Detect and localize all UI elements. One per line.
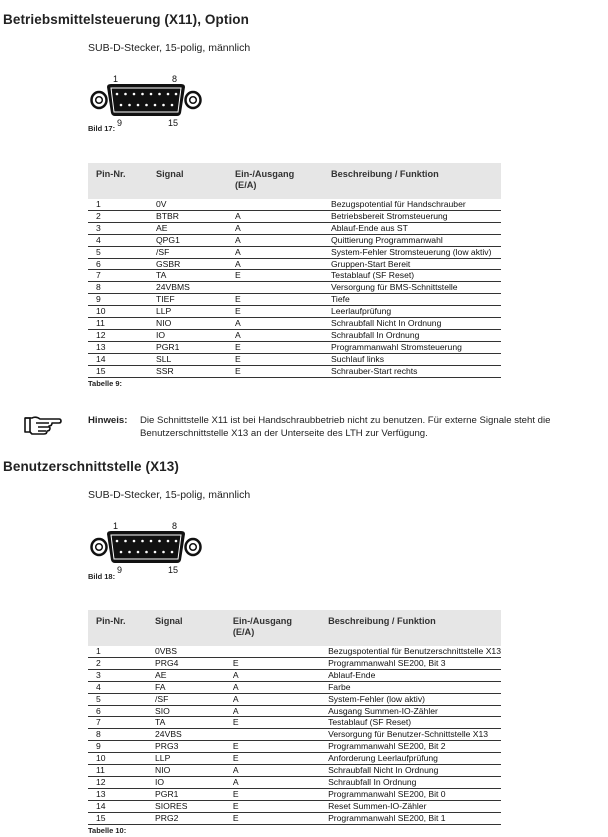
cell-io	[225, 729, 320, 741]
cell-io: E	[225, 788, 320, 800]
pin-label-top-right: 8	[172, 521, 178, 531]
cell-pin: 8	[88, 729, 147, 741]
cell-description: Ausgang Summen-IO-Zähler	[320, 705, 501, 717]
table-row	[88, 741, 501, 753]
cell-io: A	[227, 234, 323, 246]
table-row	[88, 258, 501, 270]
table-row	[88, 705, 501, 717]
cell-description: Gruppen-Start Bereit	[323, 258, 501, 270]
table-row	[88, 306, 501, 318]
cell-description: Ablauf-Ende	[320, 669, 501, 681]
header-signal: Signal	[148, 163, 227, 199]
cell-signal: QPG1	[148, 234, 227, 246]
table-row	[88, 353, 501, 365]
cell-pin: 14	[88, 800, 147, 812]
cell-signal: SIORES	[147, 800, 225, 812]
section-title-x13: Benutzerschnittstelle (X13)	[3, 459, 179, 474]
table-row	[88, 270, 501, 282]
header-io-line1: Ein-/Ausgang	[235, 169, 295, 179]
cell-io: A	[225, 681, 320, 693]
cell-pin: 7	[88, 717, 147, 729]
pin-label-bottom-right: 15	[168, 565, 179, 575]
cell-pin: 13	[88, 788, 147, 800]
cell-description: Programmanwahl SE200, Bit 0	[320, 788, 501, 800]
cell-io: A	[227, 210, 323, 222]
cell-signal: NIO	[147, 765, 225, 777]
table-row	[88, 729, 501, 741]
cell-signal: TA	[147, 717, 225, 729]
cell-description: Anforderung Leerlaufprüfung	[320, 753, 501, 765]
cell-signal: SSR	[148, 365, 227, 377]
cell-signal: PRG3	[147, 741, 225, 753]
cell-pin: 9	[88, 741, 147, 753]
cell-description: Leerlaufprüfung	[323, 306, 501, 318]
figure-caption: Bild 17:	[88, 124, 116, 133]
header-io-line2: (E/A)	[232, 627, 255, 637]
cell-signal: SIO	[147, 705, 225, 717]
cell-signal: LLP	[147, 753, 225, 765]
connector-shell-icon	[92, 84, 201, 116]
table-row	[88, 294, 501, 306]
cell-description: Farbe	[320, 681, 501, 693]
cell-signal: IO	[148, 329, 227, 341]
table-row	[88, 800, 501, 812]
table-row	[88, 669, 501, 681]
cell-signal: PGR1	[147, 788, 225, 800]
cell-description: Schrauber-Start rechts	[323, 365, 501, 377]
cell-pin: 9	[88, 294, 148, 306]
cell-signal: TIEF	[148, 294, 227, 306]
cell-signal: 0V	[156, 199, 167, 209]
cell-signal: /SF	[147, 693, 225, 705]
pin-label-top-left: 1	[113, 521, 119, 531]
table-row	[88, 199, 501, 210]
cell-io: E	[225, 812, 320, 824]
cell-signal: PRG4	[147, 657, 225, 669]
cell-signal: AE	[148, 222, 227, 234]
cell-description: Programmanwahl SE200, Bit 3	[320, 657, 501, 669]
cell-description: Schraubfall Nicht In Ordnung	[323, 318, 501, 330]
cell-pin: 4	[88, 234, 148, 246]
pin-table-x11	[88, 163, 501, 378]
cell-pin: 10	[88, 753, 147, 765]
table-row	[88, 210, 501, 222]
cell-pin: 4	[88, 681, 147, 693]
cell-pin: 12	[88, 776, 147, 788]
table-row	[88, 329, 501, 341]
cell-signal: PGR1	[148, 341, 227, 353]
cell-pin: 5	[88, 246, 148, 258]
cell-pin: 1	[96, 199, 101, 209]
cell-pin: 13	[88, 341, 148, 353]
cell-description: System-Fehler (low aktiv)	[320, 693, 501, 705]
pin-label-bottom-right: 15	[168, 118, 179, 128]
cell-description: Versorgung für Benutzer-Schnittstelle X13	[320, 729, 501, 741]
cell-pin: 14	[88, 353, 148, 365]
figure-caption: Bild 18:	[88, 572, 116, 581]
cell-description: Suchlauf links	[323, 353, 501, 365]
table-row	[88, 318, 501, 330]
cell-io: E	[227, 341, 323, 353]
cell-io: E	[225, 657, 320, 669]
cell-pin: 7	[88, 270, 148, 282]
header-io-line1: Ein-/Ausgang	[232, 616, 293, 626]
pin-label-top-right: 8	[172, 74, 178, 84]
header-description: Beschreibung / Funktion	[323, 163, 501, 199]
table-row	[88, 657, 501, 669]
cell-description: Testablauf (SF Reset)	[320, 717, 501, 729]
header-io	[227, 163, 323, 199]
cell-pin: 6	[88, 258, 148, 270]
table-row	[88, 788, 501, 800]
cell-signal: 24VBMS	[148, 282, 227, 294]
header-pin: Pin-Nr.	[88, 163, 148, 199]
cell-description: Schraubfall In Ordnung	[323, 329, 501, 341]
cell-description: Quittierung Programmanwahl	[323, 234, 501, 246]
cell-description: Bezugspotential für Benutzerschnittstelle X13	[328, 646, 501, 656]
table-row	[88, 341, 501, 353]
header-pin: Pin-Nr.	[88, 610, 147, 646]
cell-description: System-Fehler Stromsteuerung (low aktiv)	[323, 246, 501, 258]
table-row	[88, 776, 501, 788]
pin-table-x13	[88, 610, 501, 825]
table-row	[88, 717, 501, 729]
cell-pin: 3	[88, 222, 148, 234]
sub-d-connector-diagram	[88, 72, 204, 128]
cell-io: A	[227, 222, 323, 234]
table-header-row	[88, 163, 501, 199]
table-caption: Tabelle 10:	[88, 826, 127, 835]
cell-io: E	[225, 741, 320, 753]
cell-io	[227, 282, 323, 294]
cell-pin: 15	[88, 812, 147, 824]
header-io	[225, 610, 320, 646]
cell-description: Programmanwahl Stromsteuerung	[323, 341, 501, 353]
table-row	[88, 646, 501, 657]
cell-pin: 11	[88, 318, 148, 330]
cell-io: A	[225, 705, 320, 717]
cell-signal: SLL	[148, 353, 227, 365]
cell-description: Versorgung für BMS-Schnittstelle	[323, 282, 501, 294]
cell-description: Betriebsbereit Stromsteuerung	[323, 210, 501, 222]
connector-description: SUB-D-Stecker, 15-polig, männlich	[88, 42, 251, 54]
cell-pin: 5	[88, 693, 147, 705]
cell-signal: IO	[147, 776, 225, 788]
cell-io: A	[227, 329, 323, 341]
cell-pin: 15	[88, 365, 148, 377]
cell-io: E	[225, 800, 320, 812]
cell-description: Ablauf-Ende aus ST	[323, 222, 501, 234]
header-io-line2: (E/A)	[235, 180, 257, 190]
cell-signal: NIO	[148, 318, 227, 330]
pin-label-top-left: 1	[113, 74, 119, 84]
cell-pin: 2	[88, 657, 147, 669]
table-row	[88, 222, 501, 234]
cell-description: Tiefe	[323, 294, 501, 306]
cell-signal: TA	[148, 270, 227, 282]
cell-io: E	[227, 270, 323, 282]
header-signal: Signal	[147, 610, 225, 646]
cell-pin: 12	[88, 329, 148, 341]
cell-pin: 1	[96, 646, 101, 656]
cell-description: Programmanwahl SE200, Bit 2	[320, 741, 501, 753]
cell-description: Programmanwahl SE200, Bit 1	[320, 812, 501, 824]
table-row	[88, 365, 501, 377]
table-header-row	[88, 610, 501, 646]
connector-shell-icon	[92, 531, 201, 563]
table-row	[88, 765, 501, 777]
table-row	[88, 693, 501, 705]
cell-io: A	[225, 693, 320, 705]
cell-signal: FA	[147, 681, 225, 693]
cell-pin: 6	[88, 705, 147, 717]
table-row	[88, 282, 501, 294]
cell-signal: 24VBS	[147, 729, 225, 741]
cell-pin: 2	[88, 210, 148, 222]
cell-signal: PRG2	[147, 812, 225, 824]
cell-signal: AE	[147, 669, 225, 681]
table-row	[88, 681, 501, 693]
pin-label-bottom-left: 9	[117, 118, 123, 128]
cell-io: E	[227, 306, 323, 318]
cell-io: A	[227, 318, 323, 330]
cell-signal: LLP	[148, 306, 227, 318]
cell-pin: 10	[88, 306, 148, 318]
cell-io	[225, 646, 320, 657]
cell-io: A	[225, 669, 320, 681]
table-row	[88, 234, 501, 246]
cell-description: Schraubfall Nicht In Ordnung	[320, 765, 501, 777]
cell-pin: 8	[88, 282, 148, 294]
section-title-x11: Betriebsmittelsteuerung (X11), Option	[3, 12, 249, 27]
cell-io: E	[227, 353, 323, 365]
cell-io: A	[227, 246, 323, 258]
cell-io: A	[225, 765, 320, 777]
cell-description: Bezugspotential für Handschrauber	[331, 199, 466, 209]
cell-io: E	[225, 753, 320, 765]
table-row	[88, 812, 501, 824]
cell-io: E	[225, 717, 320, 729]
pointing-hand-icon	[22, 413, 62, 435]
cell-signal: /SF	[148, 246, 227, 258]
cell-signal: 0VBS	[155, 646, 178, 656]
cell-io: E	[227, 294, 323, 306]
note-label: Hinweis:	[88, 415, 128, 426]
sub-d-connector-diagram	[88, 519, 204, 575]
header-description: Beschreibung / Funktion	[320, 610, 501, 646]
cell-signal: GSBR	[148, 258, 227, 270]
cell-io	[227, 199, 323, 210]
table-body	[88, 646, 501, 824]
table-row	[88, 753, 501, 765]
cell-io: A	[225, 776, 320, 788]
note-text: Die Schnittstelle X11 ist bei Handschraubbetrieb nicht zu benutzen. Für externe Signale steht die Benutzerschnittstelle X13 an der Unterseite des LTH zur Verfügung.	[140, 415, 551, 439]
cell-description: Schraubfall In Ordnung	[320, 776, 501, 788]
pin-label-bottom-left: 9	[117, 565, 123, 575]
cell-pin: 11	[88, 765, 147, 777]
cell-signal: BTBR	[148, 210, 227, 222]
connector-description: SUB-D-Stecker, 15-polig, männlich	[88, 489, 251, 501]
table-caption: Tabelle 9:	[88, 379, 123, 388]
cell-io: A	[227, 258, 323, 270]
table-row	[88, 246, 501, 258]
table-body	[88, 199, 501, 377]
cell-io: E	[227, 365, 323, 377]
cell-pin: 3	[88, 669, 147, 681]
cell-description: Testablauf (SF Reset)	[323, 270, 501, 282]
cell-description: Reset Summen-IO-Zähler	[320, 800, 501, 812]
